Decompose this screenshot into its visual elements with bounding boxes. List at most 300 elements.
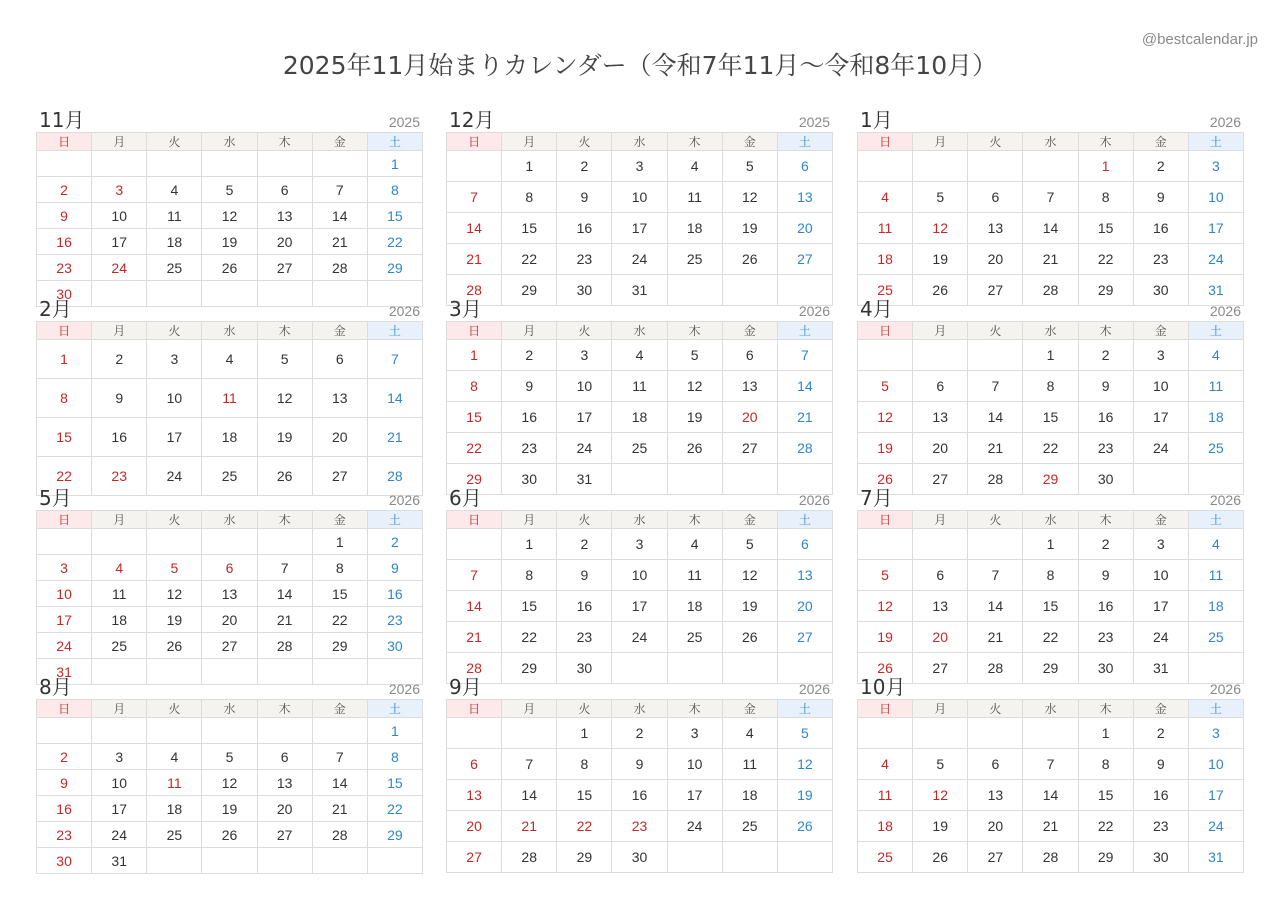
day-cell: 24 bbox=[92, 255, 147, 281]
weekday-row bbox=[447, 133, 833, 151]
week-row bbox=[447, 182, 833, 213]
day-cell: 26 bbox=[777, 811, 832, 842]
day-cell: 6 bbox=[968, 749, 1023, 780]
weekday-row bbox=[447, 511, 833, 529]
day-cell: 16 bbox=[37, 796, 92, 822]
empty-day-cell bbox=[147, 151, 202, 177]
empty-day-cell bbox=[447, 151, 502, 182]
weekday-label: 月 bbox=[913, 133, 968, 151]
weekday-label: 土 bbox=[777, 511, 832, 529]
day-cell: 24 bbox=[1133, 433, 1188, 464]
day-cell: 2 bbox=[1078, 529, 1133, 560]
day-cell: 22 bbox=[557, 811, 612, 842]
month-header bbox=[446, 108, 833, 132]
month-table bbox=[857, 699, 1244, 873]
day-cell: 8 bbox=[312, 555, 367, 581]
weekday-label: 土 bbox=[777, 322, 832, 340]
day-cell: 26 bbox=[147, 633, 202, 659]
day-cell: 9 bbox=[37, 203, 92, 229]
empty-day-cell bbox=[722, 842, 777, 873]
day-cell: 18 bbox=[92, 607, 147, 633]
week-row bbox=[447, 213, 833, 244]
weekday-label: 水 bbox=[1023, 322, 1078, 340]
day-cell: 2 bbox=[557, 529, 612, 560]
day-cell: 9 bbox=[1133, 182, 1188, 213]
day-cell: 29 bbox=[367, 822, 422, 848]
day-cell: 6 bbox=[777, 529, 832, 560]
day-cell: 27 bbox=[257, 822, 312, 848]
month-calendar bbox=[36, 675, 423, 874]
weekday-row bbox=[37, 511, 423, 529]
day-cell: 1 bbox=[1078, 151, 1133, 182]
weekday-label: 月 bbox=[502, 133, 557, 151]
day-cell: 10 bbox=[612, 182, 667, 213]
day-cell: 29 bbox=[1023, 653, 1078, 684]
day-cell: 16 bbox=[367, 581, 422, 607]
day-cell: 25 bbox=[667, 622, 722, 653]
day-cell: 9 bbox=[37, 770, 92, 796]
weekday-label: 火 bbox=[968, 700, 1023, 718]
empty-day-cell bbox=[858, 529, 913, 560]
week-row bbox=[37, 770, 423, 796]
day-cell: 20 bbox=[257, 796, 312, 822]
month-table bbox=[857, 132, 1244, 306]
month-table bbox=[36, 132, 423, 307]
weekday-label: 火 bbox=[968, 133, 1023, 151]
weekday-label: 火 bbox=[147, 700, 202, 718]
weekday-label: 金 bbox=[1133, 322, 1188, 340]
site-credit: @bestcalendar.jp bbox=[1141, 31, 1258, 48]
day-cell: 25 bbox=[202, 457, 257, 496]
week-row bbox=[858, 182, 1244, 213]
day-cell: 4 bbox=[722, 718, 777, 749]
day-cell: 16 bbox=[1078, 402, 1133, 433]
day-cell: 2 bbox=[367, 529, 422, 555]
day-cell: 30 bbox=[1133, 275, 1188, 306]
day-cell: 28 bbox=[502, 842, 557, 873]
weekday-label: 日 bbox=[447, 133, 502, 151]
day-cell: 19 bbox=[913, 244, 968, 275]
day-cell: 15 bbox=[1023, 402, 1078, 433]
day-cell: 12 bbox=[858, 591, 913, 622]
day-cell: 23 bbox=[502, 433, 557, 464]
month-table bbox=[446, 132, 833, 306]
day-cell: 5 bbox=[202, 177, 257, 203]
day-cell: 27 bbox=[913, 653, 968, 684]
day-cell: 30 bbox=[612, 842, 667, 873]
day-cell: 6 bbox=[913, 560, 968, 591]
weekday-row bbox=[858, 700, 1244, 718]
day-cell: 19 bbox=[777, 780, 832, 811]
weekday-label: 土 bbox=[367, 322, 422, 340]
day-cell: 23 bbox=[557, 244, 612, 275]
day-cell: 6 bbox=[722, 340, 777, 371]
day-cell: 6 bbox=[777, 151, 832, 182]
weekday-label: 土 bbox=[367, 700, 422, 718]
weekday-label: 木 bbox=[257, 511, 312, 529]
day-cell: 21 bbox=[257, 607, 312, 633]
day-cell: 5 bbox=[858, 560, 913, 591]
day-cell: 16 bbox=[1133, 213, 1188, 244]
day-cell: 22 bbox=[37, 457, 92, 496]
empty-day-cell bbox=[968, 529, 1023, 560]
month-header bbox=[857, 486, 1244, 510]
week-row bbox=[37, 379, 423, 418]
day-cell: 10 bbox=[1188, 749, 1243, 780]
day-cell: 16 bbox=[1078, 591, 1133, 622]
day-cell: 7 bbox=[447, 182, 502, 213]
day-cell: 4 bbox=[858, 749, 913, 780]
week-row bbox=[447, 749, 833, 780]
day-cell: 26 bbox=[202, 822, 257, 848]
day-cell: 8 bbox=[367, 177, 422, 203]
day-cell: 23 bbox=[612, 811, 667, 842]
day-cell: 22 bbox=[1078, 244, 1133, 275]
week-row bbox=[858, 560, 1244, 591]
month-table bbox=[446, 321, 833, 495]
day-cell: 29 bbox=[312, 633, 367, 659]
day-cell: 27 bbox=[913, 464, 968, 495]
month-header bbox=[857, 297, 1244, 321]
weekday-label: 土 bbox=[1188, 511, 1243, 529]
day-cell: 5 bbox=[147, 555, 202, 581]
day-cell: 12 bbox=[777, 749, 832, 780]
weekday-label: 土 bbox=[367, 133, 422, 151]
weekday-row bbox=[37, 322, 423, 340]
empty-day-cell bbox=[92, 718, 147, 744]
weekday-label: 金 bbox=[722, 133, 777, 151]
day-cell: 6 bbox=[257, 177, 312, 203]
weekday-label: 日 bbox=[858, 133, 913, 151]
day-cell: 14 bbox=[1023, 780, 1078, 811]
day-cell: 5 bbox=[858, 371, 913, 402]
day-cell: 19 bbox=[202, 229, 257, 255]
weekday-label: 金 bbox=[312, 700, 367, 718]
week-row bbox=[37, 177, 423, 203]
month-calendar bbox=[857, 297, 1244, 495]
day-cell: 18 bbox=[858, 811, 913, 842]
day-cell: 20 bbox=[722, 402, 777, 433]
week-row bbox=[447, 433, 833, 464]
day-cell: 2 bbox=[557, 151, 612, 182]
day-cell: 31 bbox=[92, 848, 147, 874]
empty-day-cell bbox=[37, 529, 92, 555]
weekday-label: 火 bbox=[557, 133, 612, 151]
day-cell: 27 bbox=[722, 433, 777, 464]
month-year: 2026 bbox=[798, 681, 830, 697]
day-cell: 1 bbox=[37, 340, 92, 379]
day-cell: 29 bbox=[557, 842, 612, 873]
day-cell: 26 bbox=[667, 433, 722, 464]
day-cell: 17 bbox=[667, 780, 722, 811]
day-cell: 30 bbox=[557, 653, 612, 684]
month-header bbox=[36, 108, 423, 132]
month-header bbox=[446, 297, 833, 321]
day-cell: 11 bbox=[667, 560, 722, 591]
empty-day-cell bbox=[92, 529, 147, 555]
day-cell: 22 bbox=[367, 229, 422, 255]
empty-day-cell bbox=[147, 529, 202, 555]
weekday-label: 水 bbox=[202, 322, 257, 340]
day-cell: 20 bbox=[202, 607, 257, 633]
day-cell: 19 bbox=[858, 433, 913, 464]
month-name: 11月 bbox=[39, 108, 85, 132]
weekday-label: 木 bbox=[257, 133, 312, 151]
day-cell: 6 bbox=[913, 371, 968, 402]
day-cell: 18 bbox=[667, 591, 722, 622]
day-cell: 21 bbox=[968, 622, 1023, 653]
day-cell: 12 bbox=[257, 379, 312, 418]
day-cell: 18 bbox=[1188, 402, 1243, 433]
day-cell: 22 bbox=[1023, 433, 1078, 464]
month-calendar bbox=[857, 108, 1244, 306]
weekday-label: 土 bbox=[777, 133, 832, 151]
day-cell: 3 bbox=[667, 718, 722, 749]
day-cell: 11 bbox=[722, 749, 777, 780]
day-cell: 1 bbox=[1023, 529, 1078, 560]
weekday-label: 火 bbox=[557, 700, 612, 718]
weekday-label: 金 bbox=[722, 322, 777, 340]
day-cell: 11 bbox=[858, 213, 913, 244]
day-cell: 28 bbox=[257, 633, 312, 659]
day-cell: 7 bbox=[968, 560, 1023, 591]
day-cell: 2 bbox=[502, 340, 557, 371]
day-cell: 25 bbox=[92, 633, 147, 659]
day-cell: 6 bbox=[968, 182, 1023, 213]
day-cell: 10 bbox=[92, 770, 147, 796]
day-cell: 9 bbox=[557, 182, 612, 213]
empty-day-cell bbox=[257, 848, 312, 874]
day-cell: 3 bbox=[612, 529, 667, 560]
day-cell: 17 bbox=[1133, 402, 1188, 433]
day-cell: 2 bbox=[37, 744, 92, 770]
month-name: 8月 bbox=[39, 675, 72, 699]
day-cell: 12 bbox=[858, 402, 913, 433]
day-cell: 13 bbox=[312, 379, 367, 418]
day-cell: 9 bbox=[1078, 560, 1133, 591]
month-year: 2025 bbox=[388, 114, 420, 130]
week-row bbox=[37, 203, 423, 229]
month-year: 2026 bbox=[1209, 303, 1241, 319]
day-cell: 18 bbox=[147, 796, 202, 822]
day-cell: 14 bbox=[447, 213, 502, 244]
day-cell: 8 bbox=[447, 371, 502, 402]
weekday-label: 月 bbox=[502, 700, 557, 718]
week-row bbox=[447, 402, 833, 433]
month-name: 6月 bbox=[449, 486, 482, 510]
month-year: 2026 bbox=[1209, 681, 1241, 697]
week-row bbox=[858, 402, 1244, 433]
weekday-label: 金 bbox=[312, 133, 367, 151]
day-cell: 29 bbox=[502, 275, 557, 306]
day-cell: 30 bbox=[367, 633, 422, 659]
day-cell: 25 bbox=[667, 244, 722, 275]
day-cell: 22 bbox=[1078, 811, 1133, 842]
day-cell: 27 bbox=[312, 457, 367, 496]
day-cell: 13 bbox=[257, 770, 312, 796]
day-cell: 10 bbox=[37, 581, 92, 607]
week-row bbox=[447, 340, 833, 371]
day-cell: 29 bbox=[367, 255, 422, 281]
day-cell: 18 bbox=[1188, 591, 1243, 622]
weekday-row bbox=[447, 322, 833, 340]
month-name: 5月 bbox=[39, 486, 72, 510]
day-cell: 4 bbox=[202, 340, 257, 379]
day-cell: 10 bbox=[667, 749, 722, 780]
day-cell: 11 bbox=[147, 770, 202, 796]
month-year: 2026 bbox=[388, 492, 420, 508]
weekday-label: 木 bbox=[1078, 700, 1133, 718]
weekday-label: 月 bbox=[913, 511, 968, 529]
day-cell: 3 bbox=[1188, 151, 1243, 182]
empty-day-cell bbox=[257, 151, 312, 177]
weekday-label: 月 bbox=[913, 322, 968, 340]
day-cell: 4 bbox=[612, 340, 667, 371]
day-cell: 5 bbox=[667, 340, 722, 371]
week-row bbox=[858, 780, 1244, 811]
day-cell: 7 bbox=[1023, 182, 1078, 213]
day-cell: 30 bbox=[1133, 842, 1188, 873]
day-cell: 27 bbox=[257, 255, 312, 281]
day-cell: 11 bbox=[858, 780, 913, 811]
day-cell: 27 bbox=[447, 842, 502, 873]
day-cell: 12 bbox=[202, 203, 257, 229]
week-row bbox=[858, 622, 1244, 653]
day-cell: 26 bbox=[858, 653, 913, 684]
weekday-label: 木 bbox=[1078, 133, 1133, 151]
day-cell: 23 bbox=[557, 622, 612, 653]
day-cell: 14 bbox=[777, 371, 832, 402]
day-cell: 13 bbox=[913, 402, 968, 433]
week-row bbox=[447, 244, 833, 275]
day-cell: 9 bbox=[557, 560, 612, 591]
empty-day-cell bbox=[92, 151, 147, 177]
day-cell: 7 bbox=[502, 749, 557, 780]
day-cell: 4 bbox=[92, 555, 147, 581]
day-cell: 28 bbox=[312, 822, 367, 848]
day-cell: 20 bbox=[968, 244, 1023, 275]
weekday-label: 火 bbox=[557, 511, 612, 529]
day-cell: 8 bbox=[1078, 182, 1133, 213]
day-cell: 10 bbox=[147, 379, 202, 418]
day-cell: 3 bbox=[1133, 340, 1188, 371]
day-cell: 7 bbox=[312, 744, 367, 770]
empty-day-cell bbox=[913, 529, 968, 560]
empty-day-cell bbox=[312, 718, 367, 744]
day-cell: 2 bbox=[1133, 151, 1188, 182]
week-row bbox=[447, 811, 833, 842]
empty-day-cell bbox=[777, 842, 832, 873]
day-cell: 13 bbox=[913, 591, 968, 622]
day-cell: 30 bbox=[37, 848, 92, 874]
day-cell: 17 bbox=[1188, 213, 1243, 244]
weekday-label: 水 bbox=[202, 700, 257, 718]
day-cell: 14 bbox=[502, 780, 557, 811]
weekday-label: 水 bbox=[612, 511, 667, 529]
day-cell: 20 bbox=[257, 229, 312, 255]
weekday-label: 月 bbox=[502, 322, 557, 340]
day-cell: 25 bbox=[1188, 433, 1243, 464]
day-cell: 24 bbox=[557, 433, 612, 464]
weekday-row bbox=[858, 322, 1244, 340]
day-cell: 17 bbox=[92, 229, 147, 255]
week-row bbox=[37, 607, 423, 633]
day-cell: 1 bbox=[367, 151, 422, 177]
week-row bbox=[37, 151, 423, 177]
weekday-label: 金 bbox=[1133, 700, 1188, 718]
day-cell: 15 bbox=[447, 402, 502, 433]
day-cell: 23 bbox=[1078, 433, 1133, 464]
empty-day-cell bbox=[1023, 718, 1078, 749]
day-cell: 28 bbox=[1023, 842, 1078, 873]
day-cell: 19 bbox=[722, 591, 777, 622]
week-row bbox=[447, 842, 833, 873]
day-cell: 26 bbox=[202, 255, 257, 281]
day-cell: 13 bbox=[257, 203, 312, 229]
month-table bbox=[446, 699, 833, 873]
day-cell: 1 bbox=[367, 718, 422, 744]
day-cell: 6 bbox=[447, 749, 502, 780]
empty-day-cell bbox=[858, 718, 913, 749]
day-cell: 14 bbox=[257, 581, 312, 607]
day-cell: 3 bbox=[612, 151, 667, 182]
month-calendar bbox=[857, 486, 1244, 684]
day-cell: 13 bbox=[777, 182, 832, 213]
weekday-label: 土 bbox=[777, 700, 832, 718]
day-cell: 15 bbox=[1078, 213, 1133, 244]
day-cell: 21 bbox=[312, 796, 367, 822]
month-calendar bbox=[446, 675, 833, 873]
day-cell: 7 bbox=[367, 340, 422, 379]
month-name: 10月 bbox=[860, 675, 906, 699]
day-cell: 7 bbox=[777, 340, 832, 371]
day-cell: 3 bbox=[37, 555, 92, 581]
day-cell: 5 bbox=[202, 744, 257, 770]
week-row bbox=[858, 244, 1244, 275]
day-cell: 9 bbox=[502, 371, 557, 402]
week-row bbox=[37, 229, 423, 255]
day-cell: 15 bbox=[502, 213, 557, 244]
day-cell: 22 bbox=[312, 607, 367, 633]
week-row bbox=[447, 151, 833, 182]
day-cell: 21 bbox=[367, 418, 422, 457]
week-row bbox=[447, 718, 833, 749]
week-row bbox=[37, 555, 423, 581]
day-cell: 31 bbox=[612, 275, 667, 306]
day-cell: 3 bbox=[92, 744, 147, 770]
day-cell: 5 bbox=[913, 182, 968, 213]
day-cell: 22 bbox=[502, 622, 557, 653]
week-row bbox=[37, 744, 423, 770]
month-calendar bbox=[446, 486, 833, 684]
day-cell: 27 bbox=[777, 244, 832, 275]
day-cell: 4 bbox=[667, 151, 722, 182]
day-cell: 23 bbox=[92, 457, 147, 496]
day-cell: 26 bbox=[913, 842, 968, 873]
day-cell: 16 bbox=[557, 213, 612, 244]
month-year: 2026 bbox=[388, 303, 420, 319]
weekday-label: 日 bbox=[37, 700, 92, 718]
day-cell: 17 bbox=[612, 213, 667, 244]
weekday-label: 月 bbox=[92, 322, 147, 340]
weekday-label: 火 bbox=[147, 133, 202, 151]
day-cell: 28 bbox=[367, 457, 422, 496]
weekday-row bbox=[858, 511, 1244, 529]
day-cell: 21 bbox=[312, 229, 367, 255]
day-cell: 24 bbox=[667, 811, 722, 842]
day-cell: 27 bbox=[777, 622, 832, 653]
empty-day-cell bbox=[502, 718, 557, 749]
